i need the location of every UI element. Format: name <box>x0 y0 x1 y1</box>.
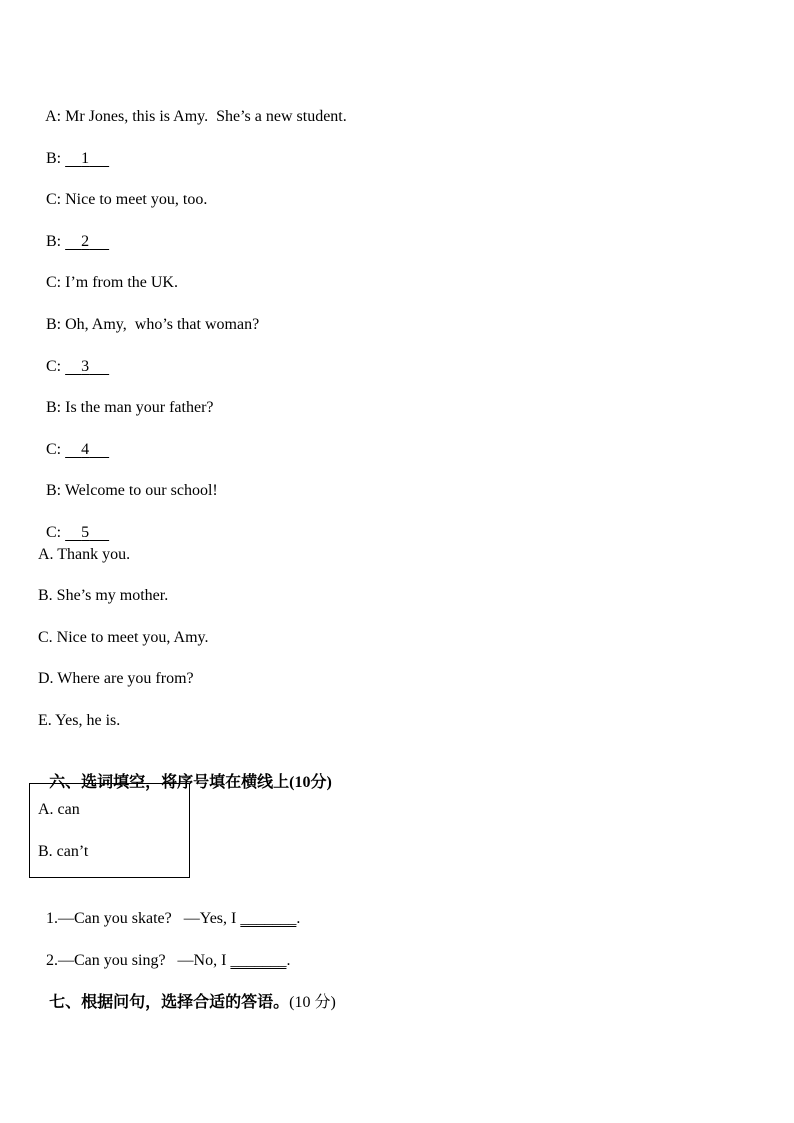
speaker: B: <box>46 233 62 250</box>
speaker: B: <box>46 399 62 416</box>
option-c: C. Nice to meet you, Amy. <box>38 629 209 646</box>
answer-blank-3[interactable]: 3 <box>81 358 90 375</box>
answer-blank-2[interactable]: 2 <box>81 233 90 250</box>
speaker: B: <box>46 150 62 167</box>
dialogue-line-8 <box>38 378 214 418</box>
section-6-score: (10分) <box>289 774 332 791</box>
dialogue-line-3 <box>38 170 207 210</box>
option-e: E. Yes, he is. <box>38 712 121 729</box>
dialogue-text: Mr Jones, this is Amy. She’s a new student. <box>65 108 347 125</box>
dialogue-text: Nice to meet you, too. <box>65 191 208 208</box>
question-text: 2.—Can you sing? —No, I <box>46 952 231 969</box>
question-2-blank[interactable]: _______ <box>230 952 287 969</box>
dialogue-line-11 <box>38 503 109 543</box>
section-7-heading <box>38 972 336 1013</box>
question-2 <box>38 931 290 971</box>
speaker: C: <box>46 191 62 208</box>
dialogue-line-2 <box>38 129 109 169</box>
dialogue-text: Oh, Amy, who’s that woman? <box>65 316 260 333</box>
question-1 <box>38 889 300 929</box>
dialogue-text: Welcome to our school! <box>64 482 218 499</box>
answer-blank-1[interactable]: 1 <box>81 150 90 167</box>
dialogue-line-7 <box>38 337 109 377</box>
option-d: D. Where are you from? <box>38 670 194 687</box>
section-7-score: (10 分) <box>289 994 336 1011</box>
answer-blank-4[interactable]: 4 <box>81 441 90 458</box>
dialogue-line-6 <box>38 295 259 335</box>
option-b: B. She’s my mother. <box>38 587 169 604</box>
speaker: B: <box>46 316 62 333</box>
dialogue-line-1 <box>38 87 347 127</box>
speaker: C: <box>46 274 62 291</box>
word-option-a: A. can <box>38 801 80 818</box>
section-7-title: 七、根据问句，选择合适的答语。 <box>49 992 290 1011</box>
answer-blank-5[interactable]: 5 <box>81 524 90 541</box>
dialogue-line-5 <box>38 253 178 293</box>
speaker: C: <box>46 441 62 458</box>
speaker: A: <box>45 108 62 125</box>
question-end: . <box>296 910 301 927</box>
word-box <box>29 783 190 878</box>
dialogue-text: I’m from the UK. <box>65 274 178 291</box>
dialogue-line-9 <box>38 420 109 460</box>
question-end: . <box>286 952 291 969</box>
section-6-title: 六、选词填空，将序号填在横线上 <box>49 772 290 791</box>
dialogue-text: Is the man your father? <box>65 399 214 416</box>
dialogue-line-10 <box>38 461 218 501</box>
speaker: C: <box>46 358 62 375</box>
dialogue-line-4 <box>38 212 109 252</box>
speaker: C: <box>46 524 62 541</box>
option-a: A. Thank you. <box>38 546 131 563</box>
word-option-b: B. can’t <box>38 843 89 860</box>
question-text: 1.—Can you skate? —Yes, I <box>46 910 241 927</box>
speaker: B: <box>46 482 62 499</box>
question-1-blank[interactable]: _______ <box>240 910 297 927</box>
